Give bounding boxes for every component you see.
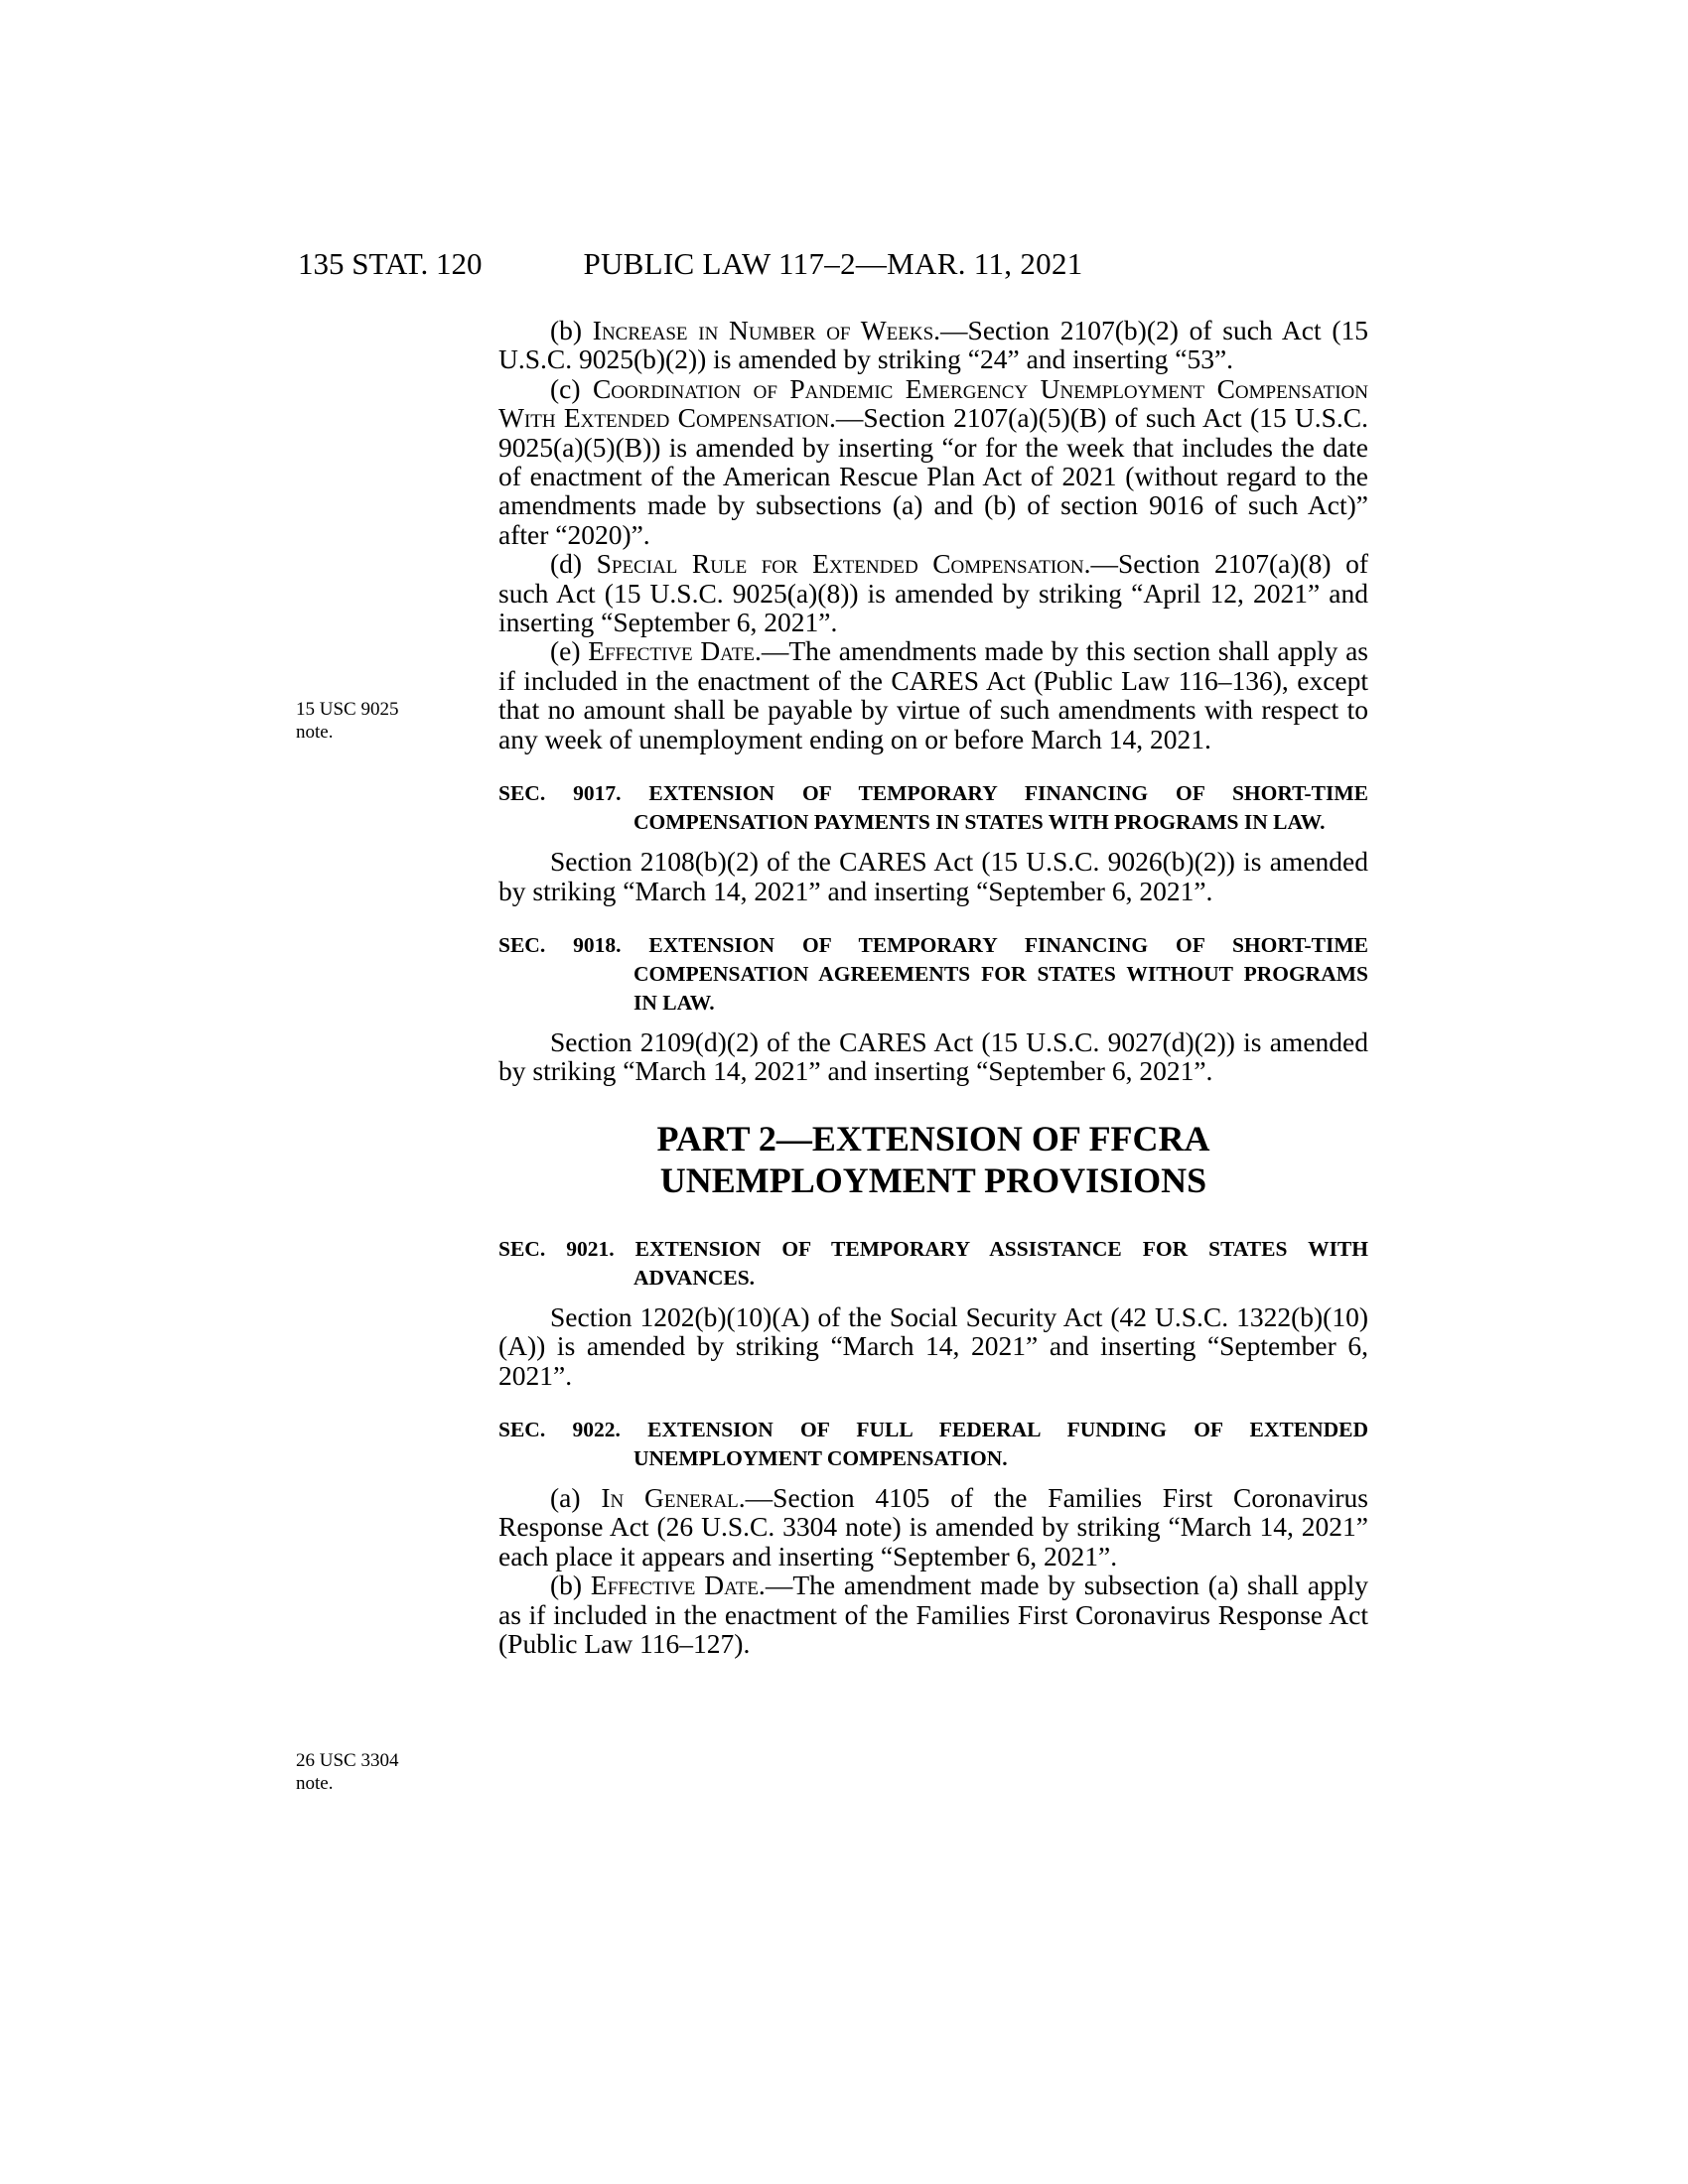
subsection-heading: In General. (601, 1481, 746, 1513)
sec9022-subsection-a: (a) In General.—Section 4105 of the Families First Coronavirus Response Act (26 U.S.C. 3304 note) is amended by striking “March 14, 2021” each place it appears and inserting “September 6, 2021”. (498, 1481, 1368, 1571)
body-column (498, 316, 1368, 1658)
sec9017-text: Section 2108(b)(2) of the CARES Act (15 U.S.C. 9026(b)(2)) is amended by striking “March 14, 2021” and inserting “September 6, 2021”. (498, 846, 1368, 906)
subsection-heading: Effective Date. (590, 1570, 766, 1601)
margin-note-15-usc-9025: 15 USC 9025 note. (296, 699, 399, 743)
sec9022-heading: SEC. 9022. EXTENSION OF FULL FEDERAL FUNDING OF EXTENDED UNEMPLOYMENT COMPENSATION. (498, 1417, 1368, 1470)
stat-page-number: 135 STAT. 120 (298, 246, 483, 281)
sec9018-text: Section 2109(d)(2) of the CARES Act (15 U.S.C. 9027(d)(2)) is amended by striking “March 14, 2021” and inserting “September 6, 2021”. (498, 1025, 1368, 1087)
sec9017-heading: SEC. 9017. EXTENSION OF TEMPORARY FINANCING OF SHORT-TIME COMPENSATION PAYMENTS IN STATES WITH PROGRAMS IN LAW. (498, 781, 1368, 835)
sec9016-subsection-b: (b) Increase in Number of Weeks.—Section 2107(b)(2) of such Act (15 U.S.C. 9025(b)(2)) is amended by striking “24” and inserting “53”. (498, 315, 1368, 375)
subsection-heading: Special Rule for Extended Compensation. (596, 548, 1091, 580)
sec9021-heading: SEC. 9021. EXTENSION OF TEMPORARY ASSISTANCE FOR STATES WITH ADVANCES. (498, 1236, 1368, 1290)
sec9022-subsection-b: (b) Effective Date.—The amendment made by subsection (a) shall apply as if included in the enactment of the Families First Coronavirus Response Act (Public Law 116–127). (498, 1570, 1368, 1659)
subsection-heading: Effective Date. (588, 635, 762, 667)
running-head: PUBLIC LAW 117–2—MAR. 11, 2021 (583, 246, 1083, 281)
sec9018-heading: SEC. 9018. EXTENSION OF TEMPORARY FINANCING OF SHORT-TIME COMPENSATION AGREEMENTS FOR STATES WITHOUT PROGRAMS IN LAW. (498, 932, 1368, 1015)
sec9016-subsection-d: (d) Special Rule for Extended Compensation.—Section 2107(a)(8) of such Act (15 U.S.C. 9025(a)(8)) is amended by striking “April 12, 2021” and inserting “September 6, 2021”. (498, 548, 1368, 638)
margin-note-26-usc-3304: 26 USC 3304 note. (296, 1750, 399, 1794)
sec9021-text: Section 1202(b)(10)(A) of the Social Security Act (42 U.S.C. 1322(b)(10)(A)) is amended by striking “March 14, 2021” and inserting “September 6, 2021”. (498, 1300, 1368, 1391)
part-2-heading: PART 2—EXTENSION OF FFCRA UNEMPLOYMENT PROVISIONS (656, 1118, 1210, 1200)
subsection-heading: Increase in Number of Weeks. (592, 315, 941, 345)
page-header (298, 246, 1368, 290)
subsection-heading: Coordination of Pandemic Emergency Unemployment Compensation With Extended Compensation. (498, 372, 1368, 434)
sec9016-subsection-e: (e) Effective Date.—The amendments made by this section shall apply as if included in the enactment of the CARES Act (Public Law 116–136), except that no amount shall be payable by virtue of such amendments with respect to any week of unemployment ending on or before March 14, 2021. (498, 635, 1368, 754)
sec9016-subsection-c: (c) Coordination of Pandemic Emergency Unemployment Compensation With Extended Compensation.—Section 2107(a)(5)(B) of such Act (15 U.S.C. 9025(a)(5)(B)) is amended by inserting “or for the week that includes the date of enactment of the American Rescue Plan Act of 2021 (without regard to the amendments made by subsections (a) and (b) of section 9016 of such Act)” after “2020)”. (498, 372, 1368, 550)
